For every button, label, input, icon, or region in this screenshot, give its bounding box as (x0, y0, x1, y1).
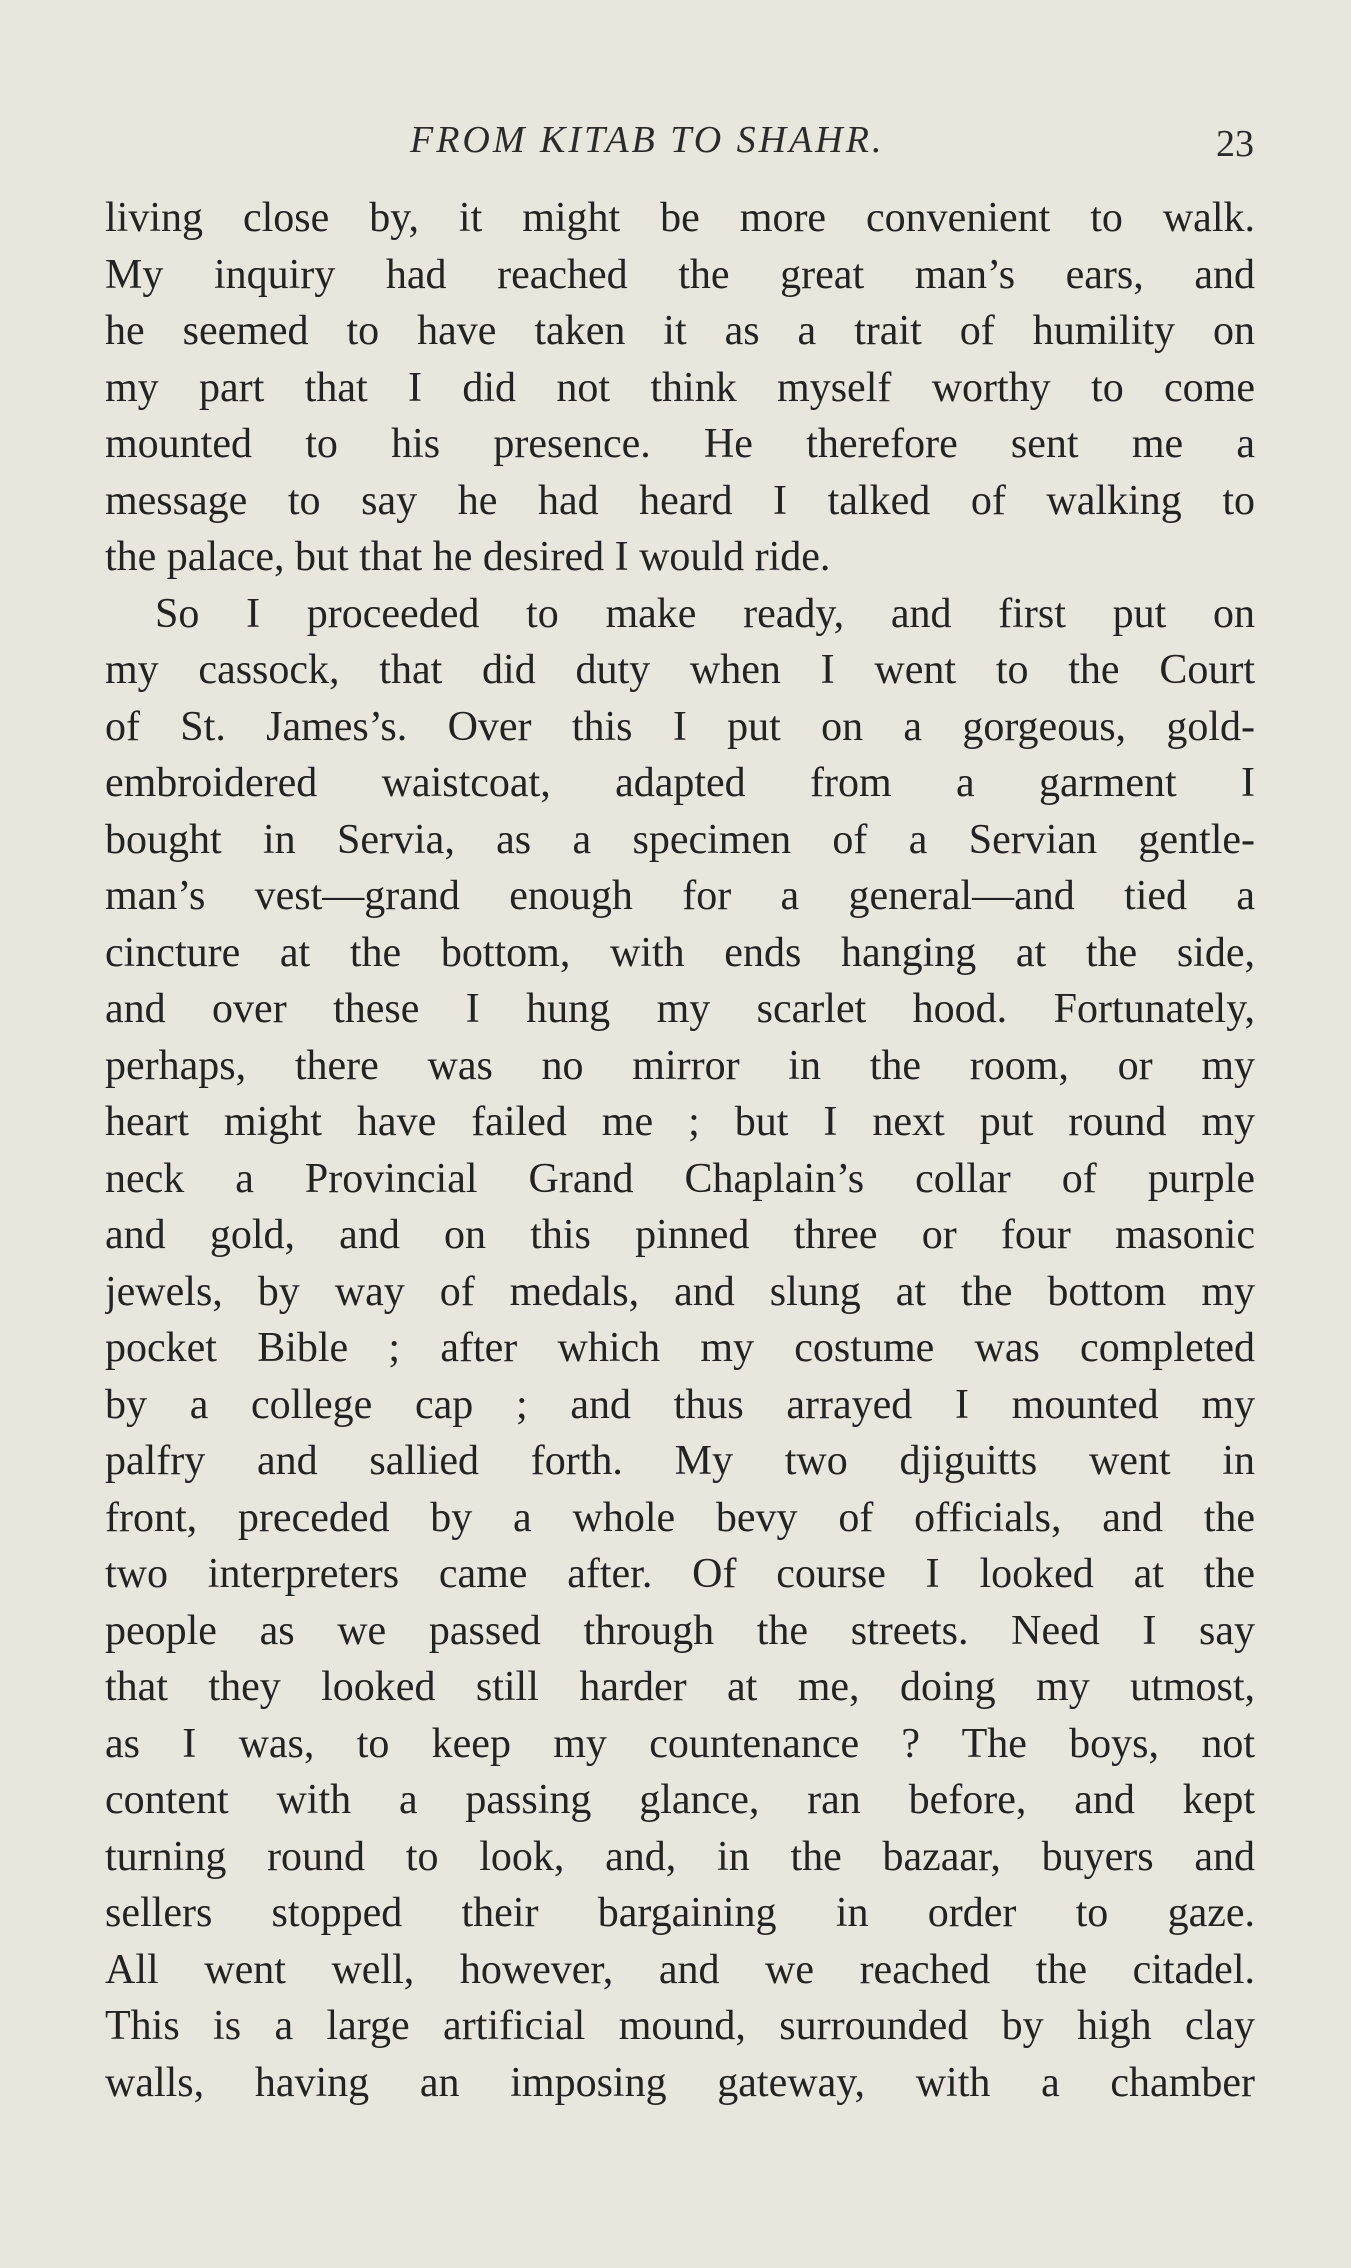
page-number: 23 (1216, 123, 1254, 165)
text-line: living close by, it might be more convenient to walk. (105, 195, 1255, 241)
text-line: and over these I hung my scarlet hood. Fortunately, (105, 986, 1255, 1032)
text-line: by a college cap ; and thus arrayed I mounted my (105, 1381, 1255, 1428)
text-line: My inquiry had reached the great man’s ears, and (105, 251, 1255, 298)
text-line: of St. James’s. Over this I put on a gorgeous, gold- (105, 703, 1255, 750)
text-line: that they looked still harder at me, doing my utmost, (105, 1664, 1255, 1710)
text-line: pocket Bible ; after which my costume was completed (105, 1325, 1255, 1371)
text-line: two interpreters came after. Of course I looked at the (105, 1551, 1255, 1597)
text-line: So I proceeded to make ready, and first put on (155, 590, 1255, 637)
text-line: mounted to his presence. He therefore sent me a (105, 421, 1255, 467)
text-line: cincture at the bottom, with ends hanging at the side, (105, 929, 1255, 976)
text-line: palfry and sallied forth. My two djiguitts went in (105, 1438, 1255, 1484)
text-line: as I was, to keep my countenance ? The boys, not (105, 1720, 1255, 1767)
text-line: and gold, and on this pinned three or four masonic (105, 1212, 1255, 1258)
text-line: he seemed to have taken it as a trait of humility on (105, 308, 1255, 354)
text-line: front, preceded by a whole bevy of officials, and the (105, 1494, 1255, 1541)
text-line: my cassock, that did duty when I went to the Court (105, 647, 1255, 693)
text-line: bought in Servia, as a specimen of a Servian gentle- (105, 816, 1255, 863)
text-line: heart might have failed me ; but I next put round my (105, 1099, 1255, 1145)
text-line: man’s vest—grand enough for a general—and tied a (105, 873, 1255, 919)
text-line: message to say he had heard I talked of walking to (105, 477, 1255, 524)
text-line: perhaps, there was no mirror in the room, or my (105, 1042, 1255, 1089)
text-line: embroidered waistcoat, adapted from a garment I (105, 760, 1255, 806)
text-line: the palace, but that he desired I would ride. (105, 534, 831, 580)
text-line: This is a large artificial mound, surrounded by high clay (105, 2003, 1255, 2049)
text-line: neck a Provincial Grand Chaplain’s collar of purple (105, 1155, 1255, 1202)
text-line: people as we passed through the streets. Need I say (105, 1607, 1255, 1654)
text-line: jewels, by way of medals, and slung at the bottom my (105, 1268, 1255, 1315)
body-text (105, 190, 1255, 2111)
text-line: walls, having an imposing gateway, with a chamber (105, 2059, 1255, 2106)
text-line: turning round to look, and, in the bazaar, buyers and (105, 1833, 1255, 1880)
running-title: FROM KITAB TO SHAHR. (410, 119, 885, 161)
text-line: content with a passing glance, ran before, and kept (105, 1777, 1255, 1823)
text-line: my part that I did not think myself worthy to come (105, 364, 1255, 411)
text-line: sellers stopped their bargaining in order to gaze. (105, 1890, 1255, 1936)
running-head (0, 118, 1351, 168)
text-line: All went well, however, and we reached the citadel. (105, 1946, 1255, 1993)
